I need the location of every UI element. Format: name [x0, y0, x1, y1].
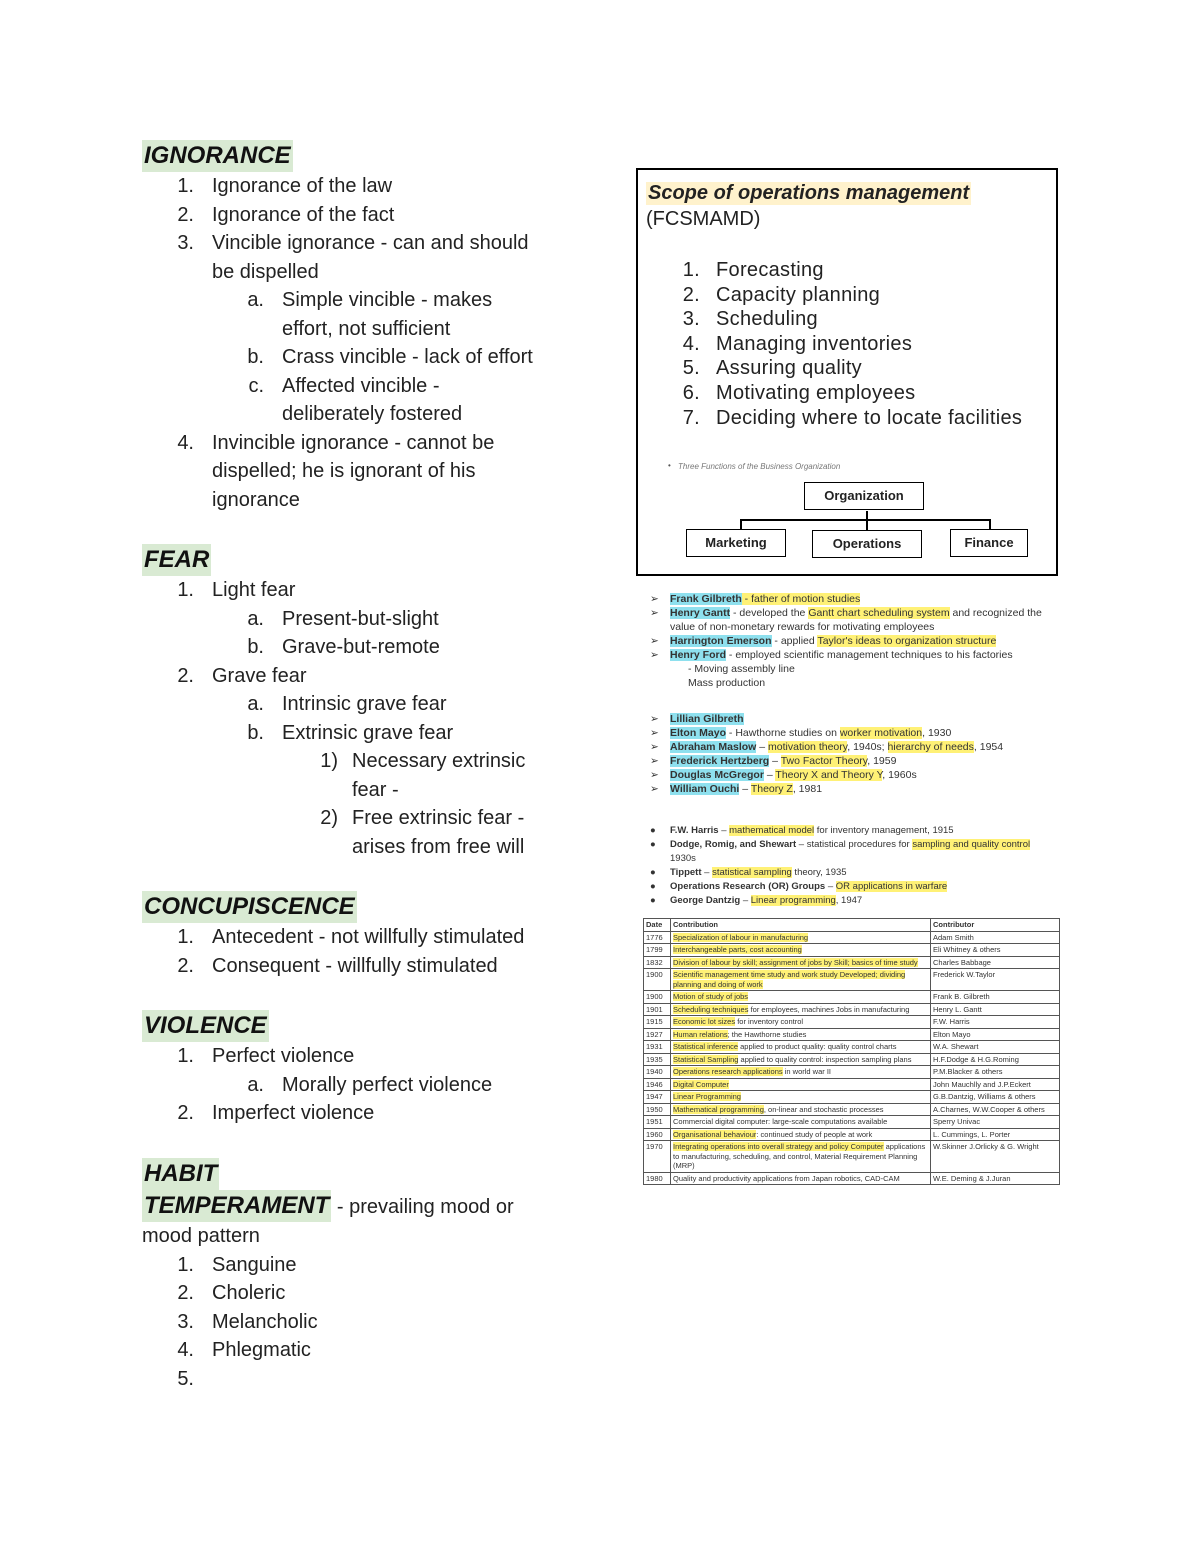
date-cell: 1947	[644, 1091, 671, 1104]
table-row	[644, 1128, 1060, 1141]
arrow-bullet-icon: ➢	[650, 755, 659, 767]
table-row	[644, 1053, 1060, 1066]
arrow-bullet-icon: ➢	[650, 783, 659, 795]
contribution-cell	[671, 1053, 931, 1066]
contribution-cell	[671, 1116, 931, 1129]
column-header: Contributor	[931, 919, 1060, 932]
column-header: Contribution	[671, 919, 931, 932]
list-subitem: Mass production	[688, 677, 766, 689]
date-cell: 1960	[644, 1128, 671, 1141]
contribution-highlight: Linear Programming	[673, 1092, 741, 1101]
list-subitem: a. Morally perfect violence	[247, 1073, 493, 1096]
arrow-bullet-icon: ➢	[650, 635, 659, 647]
pioneers-list-2	[648, 712, 1060, 796]
date-cell: 1915	[644, 1016, 671, 1029]
contribution-highlight: Specialization of labour in manufacturing	[673, 932, 809, 942]
table-row	[644, 1078, 1060, 1091]
temperament-heading	[142, 1190, 582, 1222]
contributor-cell: Henry L. Gantt	[931, 1003, 1060, 1016]
table-row	[644, 1066, 1060, 1079]
section-title-concupiscence: CONCUPISCENCE	[142, 891, 357, 923]
fear-section	[142, 544, 582, 861]
contributor-cell: A.Charnes, W.W.Cooper & others	[931, 1103, 1060, 1116]
contributor-cell: Frank B. Gilbreth	[931, 991, 1060, 1004]
date-cell: 1776	[644, 931, 671, 944]
bullet-icon: ●	[650, 825, 656, 836]
list-item: 2. Ignorance of the fact	[177, 203, 395, 226]
list-item-cont: value of non-monetary rewards for motivating employees	[670, 621, 935, 633]
left-column	[142, 140, 582, 1390]
contributor-cell: L. Cummings, L. Porter	[931, 1128, 1060, 1141]
habit-section	[142, 1158, 582, 1190]
arrow-bullet-icon: ➢	[650, 769, 659, 781]
list-item: 4. Invincible ignorance - cannot be	[177, 431, 495, 454]
date-cell: 1970	[644, 1141, 671, 1173]
contributor-cell: Elton Mayo	[931, 1028, 1060, 1041]
org-connector	[740, 519, 990, 521]
arrow-bullet-icon: ➢	[650, 649, 659, 661]
list-item: ● Operations Research (OR) Groups – OR applications in warfare	[650, 881, 948, 892]
section-title-habit: HABIT	[142, 1158, 219, 1190]
list-item: 3. Scheduling	[682, 308, 818, 331]
history-table	[643, 918, 1060, 1185]
list-item: 2. Grave fear	[177, 664, 307, 687]
list-subsubitem: 2) Free extrinsic fear -	[320, 807, 525, 829]
list-item: ● Tippett – statistical sampling theory, 1935	[650, 867, 847, 878]
contribution-text: applications to manufacturing, scheduling, and control, Material Requirement Planning (MRP)	[673, 1142, 926, 1170]
contribution-highlight: Motion of study of jobs	[673, 992, 749, 1001]
list-item: ➢ William Ouchi – Theory Z, 1981	[650, 783, 823, 795]
contribution-highlight: Human relations	[673, 1029, 728, 1039]
list-item: 1. Forecasting	[682, 259, 824, 281]
contributor-cell: Adam Smith	[931, 931, 1060, 944]
list-item: 3. Vincible ignorance - can and should	[177, 232, 529, 254]
contribution-cell	[671, 991, 931, 1004]
arrow-bullet-icon: ➢	[650, 607, 659, 619]
contribution-text: , on-linear and stochastic processes	[763, 1104, 884, 1114]
list-item: 3. Melancholic	[177, 1310, 318, 1333]
org-caption: Three Functions of the Business Organization	[678, 462, 841, 471]
list-item: ➢ Elton Mayo - Hawthorne studies on worker motivation, 1930	[650, 727, 952, 739]
list-item: ➢ Douglas McGregor – Theory X and Theory Y, 1960s	[650, 769, 917, 781]
date-cell: 1901	[644, 1003, 671, 1016]
table-row	[644, 1028, 1060, 1041]
table-row	[644, 944, 1060, 957]
temperament-section: TEMPERAMENT - prevailing mood or mood pattern 1. Sanguine 2. Choleric 3. Melancholic 4. Phlegmatic 5.	[142, 1190, 582, 1365]
list-subsubitem: 1) Necessary extrinsic	[320, 750, 526, 772]
contribution-text: : continued study of people at work	[756, 1129, 873, 1139]
bullet-icon: •	[668, 461, 671, 470]
table-row	[644, 991, 1060, 1004]
org-connector	[866, 511, 868, 519]
contribution-cell	[671, 1016, 931, 1029]
list-subitem: a. Present-but-slight	[247, 607, 439, 630]
section-title-ignorance: IGNORANCE	[142, 140, 293, 172]
contribution-cell	[671, 1078, 931, 1091]
date-cell: 1931	[644, 1041, 671, 1054]
list-item: 1. Antecedent - not willfully stimulated	[177, 926, 525, 948]
list-item: 1. Sanguine	[177, 1253, 297, 1276]
table-row	[644, 1141, 1060, 1173]
contribution-cell	[671, 1028, 931, 1041]
column-header: Date	[644, 919, 671, 932]
contribution-text: for employees, machines Jobs in manufacturing	[748, 1004, 910, 1014]
list-item: 5. Assuring quality	[682, 357, 862, 380]
list-item: ● F.W. Harris – mathematical model for inventory management, 1915	[650, 825, 954, 836]
list-item: 4. Phlegmatic	[177, 1339, 311, 1361]
list-item: ➢ Henry Gantt - developed the Gantt chart scheduling system and recognized the	[650, 607, 1042, 619]
table-row	[644, 1003, 1060, 1016]
list-item: 2. Choleric	[177, 1282, 286, 1304]
bullet-icon: ●	[650, 895, 656, 906]
list-item-cont: be dispelled	[212, 260, 319, 283]
date-cell: 1935	[644, 1053, 671, 1066]
scope-list	[638, 258, 1058, 430]
contribution-cell	[671, 1103, 931, 1116]
contribution-highlight: Division of labour by skill; assignment of jobs by Skill; basics of time study	[673, 957, 918, 967]
table-row	[644, 956, 1060, 969]
contribution-highlight: Mathematical programming	[673, 1104, 764, 1114]
temperament-definition: - prevailing mood or	[331, 1195, 514, 1218]
section-title-fear: FEAR	[142, 544, 211, 576]
table-row	[644, 1091, 1060, 1104]
arrow-bullet-icon: ➢	[650, 713, 659, 725]
list-subitem: a. Simple vincible - makes	[247, 289, 493, 311]
list-item: ● Dodge, Romig, and Shewart – statistical procedures for sampling and quality control	[650, 839, 1031, 850]
contributor-cell: F.W. Harris	[931, 1016, 1060, 1029]
table-row	[644, 1103, 1060, 1116]
ignorance-section	[142, 140, 582, 514]
contribution-cell	[671, 1066, 931, 1079]
arrow-bullet-icon: ➢	[650, 593, 659, 605]
org-node-operations: Operations	[812, 530, 922, 558]
contributor-cell: Frederick W.Taylor	[931, 969, 1060, 991]
contributor-cell: H.F.Dodge & H.G.Roming	[931, 1053, 1060, 1066]
pioneers-list-3	[648, 824, 1060, 908]
contributor-cell: W.E. Deming & J.Juran	[931, 1172, 1060, 1185]
bullet-icon: ●	[650, 867, 656, 878]
list-item: 1. Perfect violence	[177, 1045, 355, 1067]
violence-section	[142, 1010, 582, 1128]
date-cell: 1951	[644, 1116, 671, 1129]
contributor-cell: P.M.Blacker & others	[931, 1066, 1060, 1079]
contribution-highlight: Economic lot sizes	[673, 1017, 736, 1026]
list-item: ➢ Lillian Gilbreth	[650, 713, 744, 725]
contribution-cell	[671, 1141, 931, 1173]
contribution-text: in world war II	[782, 1067, 832, 1076]
list-subitem: b. Extrinsic grave fear	[247, 721, 454, 744]
contribution-text: Quality and productivity applications from Japan robotics, CAD-CAM	[673, 1173, 900, 1183]
table-header-row	[644, 919, 1060, 932]
contribution-cell	[671, 931, 931, 944]
org-node-finance: Finance	[950, 529, 1028, 557]
contribution-highlight: Statistical inference	[673, 1042, 739, 1051]
contribution-highlight: Digital Computer	[673, 1079, 729, 1089]
list-item: ➢ Harrington Emerson - applied Taylor's ideas to organization structure	[650, 635, 997, 647]
bullet-icon: ●	[650, 881, 656, 892]
contribution-cell	[671, 944, 931, 957]
table-row	[644, 1172, 1060, 1185]
list-item: ➢ Abraham Maslow – motivation theory, 1940s; hierarchy of needs, 1954	[650, 741, 1004, 753]
list-item: 7. Deciding where to locate facilities	[682, 406, 1023, 429]
list-subitem-cont: deliberately fostered	[282, 403, 463, 425]
contribution-cell	[671, 1128, 931, 1141]
table-row	[644, 969, 1060, 991]
arrow-bullet-icon: ➢	[650, 741, 659, 753]
list-item: 2. Imperfect violence	[177, 1102, 375, 1124]
list-subsubitem-cont: arises from free will	[352, 835, 525, 858]
concupiscence-section	[142, 891, 582, 980]
org-node-top: Organization	[804, 482, 924, 510]
date-cell: 1927	[644, 1028, 671, 1041]
list-item: 4. Managing inventories	[682, 332, 913, 355]
table-row	[644, 1016, 1060, 1029]
contribution-text: ; the Hawthorne studies	[727, 1029, 807, 1039]
contribution-highlight: Interchangeable parts, cost accounting	[673, 945, 802, 954]
list-subitem: c. Affected vincible -	[248, 374, 440, 397]
list-subsubitem-cont: fear -	[352, 778, 399, 801]
contribution-cell	[671, 1041, 931, 1054]
list-item: ➢ Henry Ford - employed scientific management techniques to his factories	[650, 649, 1013, 661]
contribution-highlight: Scheduling techniques	[673, 1004, 749, 1014]
date-cell: 1900	[644, 969, 671, 991]
contribution-cell	[671, 1003, 931, 1016]
list-item: ● George Dantzig – Linear programming, 1947	[650, 895, 863, 906]
contributor-cell: John Mauchlly and J.P.Eckert	[931, 1078, 1060, 1091]
list-item: ➢ Frank Gilbreth - father of motion studies	[650, 593, 861, 605]
contribution-text: applied to quality control: inspection sampling plans	[738, 1054, 912, 1064]
table-row	[644, 1041, 1060, 1054]
contribution-text: applied to product quality: quality control charts	[738, 1042, 897, 1051]
list-subitem: - Moving assembly line	[688, 663, 795, 675]
contributor-cell: W.Skinner J.Orlicky & G. Wright	[931, 1141, 1060, 1173]
list-subitem-cont: effort, not sufficient	[282, 317, 451, 340]
contribution-text: Commercial digital computer: large-scale computations available	[673, 1117, 888, 1126]
contribution-highlight: Organisational behaviour	[673, 1129, 757, 1139]
date-cell: 1950	[644, 1103, 671, 1116]
temperament-definition-cont: mood pattern	[142, 1224, 260, 1247]
list-item-cont: 1930s	[670, 853, 696, 864]
date-cell: 1799	[644, 944, 671, 957]
bullet-icon: ●	[650, 839, 656, 850]
contribution-highlight: Scientific management time study and work study Developed; dividing planning and doing of work	[673, 970, 906, 989]
contributor-cell: Sperry Univac	[931, 1116, 1060, 1129]
table-row	[644, 1116, 1060, 1129]
section-title-temperament: TEMPERAMENT	[142, 1190, 331, 1222]
list-item: 6. Motivating employees	[682, 381, 916, 404]
box-subtitle: (FCSMAMD)	[646, 208, 761, 230]
section-title-violence: VIOLENCE	[142, 1010, 269, 1042]
date-cell: 1946	[644, 1078, 671, 1091]
date-cell: 1940	[644, 1066, 671, 1079]
contribution-cell	[671, 1172, 931, 1185]
list-subitem: b. Grave-but-remote	[247, 636, 440, 658]
contribution-cell	[671, 969, 931, 991]
list-item-cont: ignorance	[212, 488, 300, 511]
date-cell: 1900	[644, 991, 671, 1004]
contribution-highlight: Operations research applications	[673, 1067, 783, 1076]
contribution-text: for inventory control	[735, 1017, 804, 1026]
box-title: Scope of operations management	[648, 182, 970, 204]
list-item: 2. Consequent - willfully stimulated	[177, 954, 498, 977]
list-item-cont: dispelled; he is ignorant of his	[212, 460, 476, 482]
contribution-highlight: Integrating operations into overall strategy and policy Computer	[673, 1142, 884, 1151]
list-item: 1. Ignorance of the law	[177, 175, 393, 197]
org-node-marketing: Marketing	[686, 529, 786, 557]
scope-box	[636, 168, 1058, 576]
contribution-cell	[671, 956, 931, 969]
date-cell: 1980	[644, 1172, 671, 1185]
list-item: 1. Light fear	[177, 579, 296, 601]
list-subitem: a. Intrinsic grave fear	[247, 693, 447, 715]
contributor-cell: Charles Babbage	[931, 956, 1060, 969]
contributor-cell: W.A. Shewart	[931, 1041, 1060, 1054]
pioneers-list-1	[648, 592, 1060, 690]
date-cell: 1832	[644, 956, 671, 969]
contributor-cell: G.B.Dantzig, Williams & others	[931, 1091, 1060, 1104]
contributor-cell: Eli Whitney & others	[931, 944, 1060, 957]
contribution-cell	[671, 1091, 931, 1104]
arrow-bullet-icon: ➢	[650, 727, 659, 739]
list-item: ➢ Frederick Hertzberg – Two Factor Theory, 1959	[650, 755, 897, 767]
list-item: 2. Capacity planning	[682, 283, 881, 306]
list-subitem: b. Crass vincible - lack of effort	[247, 346, 533, 368]
table-row	[644, 931, 1060, 944]
contribution-highlight: Statistical Sampling	[673, 1054, 739, 1064]
